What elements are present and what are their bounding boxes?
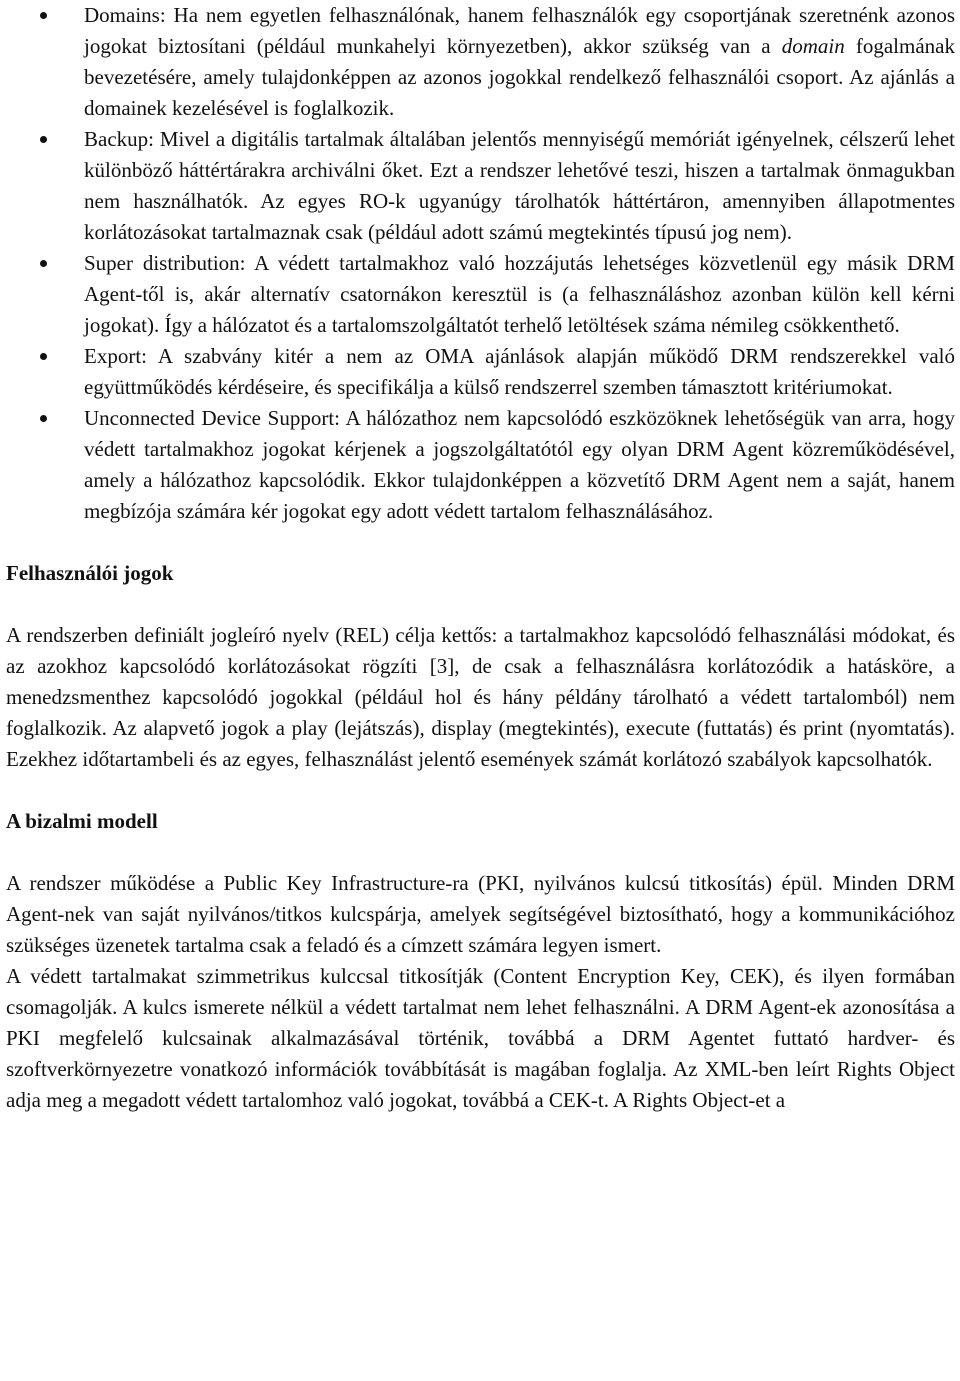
bullet-item-super-distribution [6, 248, 955, 341]
paragraph-trust-model-1: A rendszer működése a Public Key Infrastructure-ra (PKI, nyilvános kulcsú titkosítás) épül. Minden DRM Agent-nek van saját nyilvános/titkos kulcspárja, amelyek segítségével biztosítható, hogy a kommunikációhoz szükséges üzenetek tartalma csak a feladó és a címzett számára legyen ismert. [6, 871, 955, 957]
bullet-item-domains [6, 0, 955, 124]
bullet-term: Backup: [84, 127, 154, 151]
bullet-item-backup [6, 124, 955, 248]
bullet-item-unconnected-device [6, 403, 955, 527]
bullet-text: A szabvány kitér a nem az OMA ajánlások alapján működő DRM rendszerekkel való együttműködés kérdéseire, és specifikálja a külső rendszerrel szemben támasztott kritériumokat. [84, 344, 955, 399]
bullet-icon [40, 415, 47, 422]
bullet-icon [40, 260, 47, 267]
section-heading-user-rights: Felhasználói jogok [6, 561, 174, 585]
bullet-text: A hálózathoz nem kapcsolódó eszközöknek lehetőségük van arra, hogy védett tartalmakhoz jogokat kérjenek a jogszolgáltatótól egy olyan DRM Agent közreműködésével, amely a hálózathoz kapcsolódik. Ekkor tulajdonképpen a közvetítő DRM Agent nem a saját, hanem megbízója számára kér jogokat egy adott védett tartalom felhasználásához. [84, 406, 955, 523]
paragraph-user-rights: A rendszerben definiált jogleíró nyelv (REL) célja kettős: a tartalmakhoz kapcsolódó felhasználási módokat, és az azokhoz kapcsolódó korlátozásokat rögzíti [3], de csak a felhasználásra korlátozódik a hatásköre, a menedzsmenthez kapcsolódó jogokkal (például hol és hány példány tárolható a védett tartalomból) nem foglalkozik. Az alapvető jogok a play (lejátszás), display (megtekintés), execute (futtatás) és print (nyomtatás). Ezekhez időtartambeli és az egyes, felhasználást jelentő események számát korlátozó szabályok kapcsolhatók. [6, 623, 955, 771]
bullet-emphasis: domain [781, 34, 845, 58]
bullet-item-export [6, 341, 955, 403]
feature-bullet-list [6, 0, 955, 527]
bullet-term: Domains: [84, 3, 166, 27]
bullet-term: Unconnected Device Support: [84, 406, 341, 430]
paragraph-trust-model-2: A védett tartalmakat szimmetrikus kulccsal titkosítják (Content Encryption Key, CEK), és ilyen formában csomagolják. A kulcs ismerete nélkül a védett tartalmat nem lehet felhasználni. A DRM Agent-ek azonosítása a PKI megfelelő kulcsainak alkalmazásával történik, továbbá a DRM Agentet futtató hardver- és szoftverkörnyezetre vonatkozó információk továbbítását is magában foglalja. Az XML-ben leírt Rights Object adja meg a megadott védett tartalomhoz való jogokat, továbbá a CEK-t. A Rights Object-et a [6, 964, 955, 1112]
bullet-text: A védett tartalmakhoz való hozzájutás lehetséges közvetlenül egy másik DRM Agent-től is, akár alternatív csatornákon keresztül is (a felhasználáshoz azonban külön kell kérni jogokat). Így a hálózatot és a tartalomszolgáltatót terhelő letöltések száma némileg csökkenthető. [84, 251, 955, 337]
bullet-text: fogalmának bevezetésére, amely tulajdonképpen az azonos jogokkal rendelkező felhasználói csoport. Az ajánlás a domainek kezelésével is foglalkozik. [84, 34, 955, 120]
bullet-icon [40, 12, 47, 19]
document-page [6, 0, 955, 1116]
bullet-icon [40, 353, 47, 360]
bullet-text: Mivel a digitális tartalmak általában jelentős mennyiségű memóriát igényelnek, célszerű lehet különböző háttértárakra archiválni őket. Ezt a rendszer lehetővé teszi, hiszen a tartalmak önmagukban nem használhatók. Az egyes RO-k ugyanúgy tárolhatók háttértáron, amennyiben állapotmentes korlátozásokat tartalmaznak csak (például adott számú megtekintés típusú jog nem). [84, 127, 955, 244]
section-heading-trust-model: A bizalmi modell [6, 809, 158, 833]
bullet-term: Export: [84, 344, 147, 368]
bullet-text: Ha nem egyetlen felhasználónak, hanem felhasználók egy csoportjának szeretnénk azonos jogokat biztosítani (például munkahelyi környezetben), akkor szükség van a [84, 3, 955, 58]
bullet-term: Super distribution: [84, 251, 246, 275]
bullet-icon [40, 136, 47, 143]
